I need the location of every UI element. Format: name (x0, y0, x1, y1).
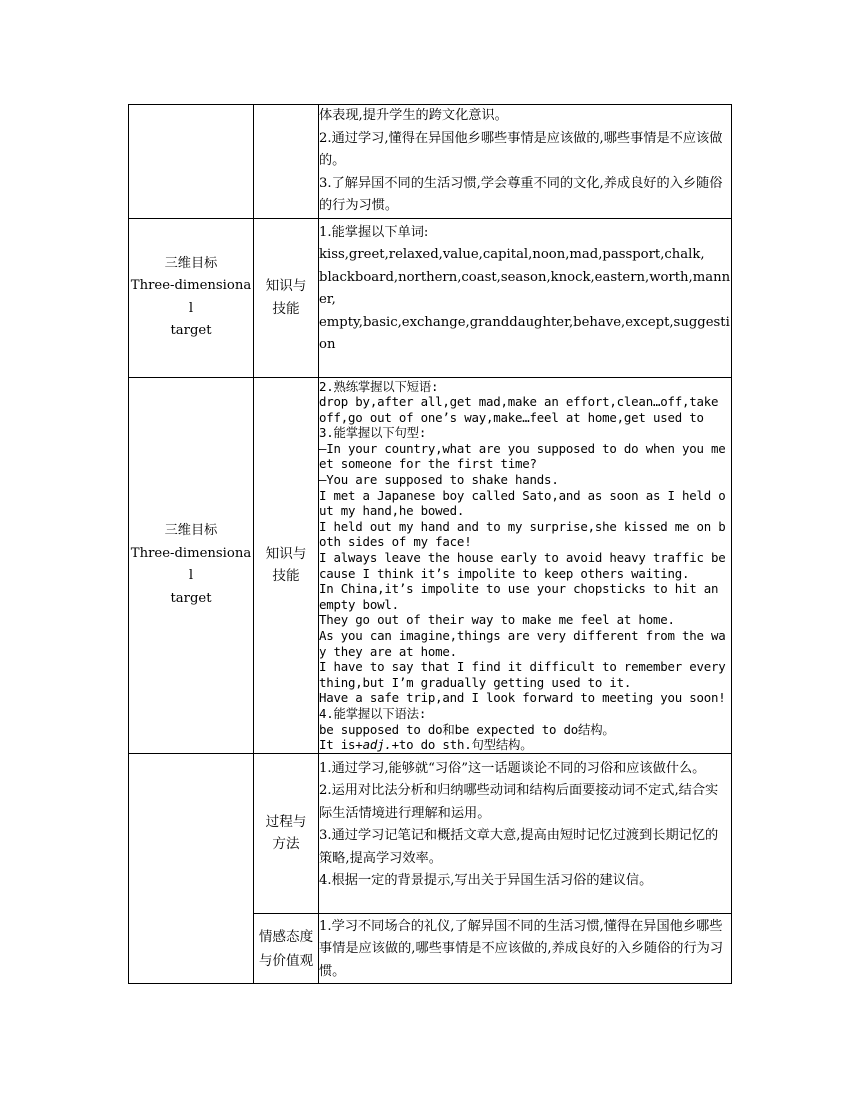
grammar-line: be supposed to do和be expected to do结构。 (319, 721, 615, 737)
subcategory-cell (254, 913, 319, 984)
table-row (129, 218, 732, 377)
section-heading: 4.能掌握以下语法: (319, 705, 427, 721)
category-label-cn: 三维目标 (164, 255, 218, 271)
table-row (129, 377, 732, 753)
empty-cell (129, 105, 254, 219)
sentence: —In your country,what are you supposed to do when you meet someone for the first time? (319, 440, 726, 472)
objective-line: 体表现,提升学生的跨文化意识。 (319, 108, 508, 123)
subcategory-label: 技能 (272, 568, 300, 585)
grammar-line (319, 737, 731, 753)
objective-line: 1.学习不同场合的礼仪,了解异国不同的生活习惯,懂得在异国他乡哪些事情是应该做的,哪些事情是不应该做的,养成良好的入乡随俗的行为习惯。 (319, 918, 724, 979)
vocab-line: kiss,greet,relaxed,value,capital,noon,mad,passport,chalk, (319, 247, 705, 262)
subcategory-label: 过程与 (265, 813, 307, 830)
objective-line: 2.通过学习,懂得在异国他乡哪些事情是应该做的,哪些事情是不应该做的。 (319, 130, 723, 168)
section-heading: 3.能掌握以下句型: (319, 425, 427, 441)
section-heading: 2.熟练掌握以下短语: (319, 378, 439, 394)
category-label-cn: 三维目标 (164, 523, 218, 539)
subcategory-cell (254, 377, 319, 753)
sentence: I have to say that I find it difficult to remember everything,but I’m gradually getting used to it. (319, 659, 726, 690)
vocab-line: blackboard,northern,coast,season,knock,eastern,worth,manner, (319, 269, 731, 307)
sentence: I met a Japanese boy called Sato,and as soon as I held out my hand,he bowed. (319, 487, 726, 519)
subcategory-cell (254, 218, 319, 377)
table-row (129, 105, 732, 219)
vocab-line: empty,basic,exchange,granddaughter,behave,except,suggestion (319, 314, 730, 352)
vocab-heading: 1.能掌握以下单词: (319, 224, 429, 240)
category-cell (129, 377, 254, 753)
subcategory-label: 技能 (272, 300, 300, 317)
objective-line: 3.通过学习记笔记和概括文章大意,提高由短时记忆过渡到长期记忆的策略,提高学习效率。 (319, 828, 719, 866)
grammar-line-post: +to do sth.句型结构。 (391, 737, 533, 753)
table-row (129, 753, 732, 913)
category-cell (129, 218, 254, 377)
grammar-line-adj: adj. (362, 737, 392, 753)
phrase-list: drop by,after all,get mad,make an effort,clean…off,take off,go out of one’s way,make…feel at home,get used to (319, 394, 719, 425)
category-label-en: target (170, 323, 212, 338)
category-label-en: target (170, 590, 212, 606)
objective-line: 1.通过学习,能够就“习俗”这一话题谈论不同的习俗和应该做什么。 (319, 760, 706, 776)
sentence: —You are supposed to shake hands. (319, 472, 559, 488)
sentence: In China,it’s impolite to use your chopsticks to hit an empty bowl. (319, 581, 719, 612)
subcategory-cell (254, 753, 319, 913)
sentence: As you can imagine,things are very different from the way they are at home. (319, 628, 726, 659)
grammar-line-pre: It is+ (319, 737, 363, 753)
empty-cell (129, 753, 254, 984)
sentence: I always leave the house early to avoid heavy traffic because I think it’s impolite to keep others waiting. (319, 550, 726, 581)
subcategory-label: 知识与 (265, 545, 307, 562)
objectives-table (128, 104, 732, 984)
process-method-cell (319, 753, 732, 913)
objectives-cell (319, 105, 732, 219)
empty-cell (254, 105, 319, 219)
subcategory-label: 情感态度 (258, 928, 314, 945)
sentence: Have a safe trip,and I look forward to meeting you soon! (319, 690, 726, 706)
attitude-values-cell (319, 913, 732, 984)
category-label-en: l (188, 300, 194, 316)
subcategory-label: 方法 (272, 836, 300, 853)
objective-line: 3.了解异国不同的生活习惯,学会尊重不同的文化,养成良好的入乡随俗的行为习惯。 (319, 175, 723, 213)
vocabulary-cell (319, 218, 732, 377)
sentence: I held out my hand and to my surprise,she kissed me on both sides of my face! (319, 518, 726, 550)
category-label-en: l (188, 568, 194, 584)
category-label-en: Three-dimensiona (130, 545, 252, 561)
objective-line: 2.运用对比法分析和归纳哪些动词和结构后面要接动词不定式,结合实际生活情境进行理解和运用。 (319, 783, 719, 821)
objective-line: 4.根据一定的背景提示,写出关于异国生活习俗的建议信。 (319, 873, 653, 889)
category-label-en: Three-dimensiona (130, 278, 252, 293)
phrases-sentences-cell (319, 377, 732, 753)
sentence: They go out of their way to make me feel at home. (319, 612, 675, 628)
subcategory-label: 与价值观 (258, 952, 314, 969)
subcategory-label: 知识与 (265, 278, 307, 294)
